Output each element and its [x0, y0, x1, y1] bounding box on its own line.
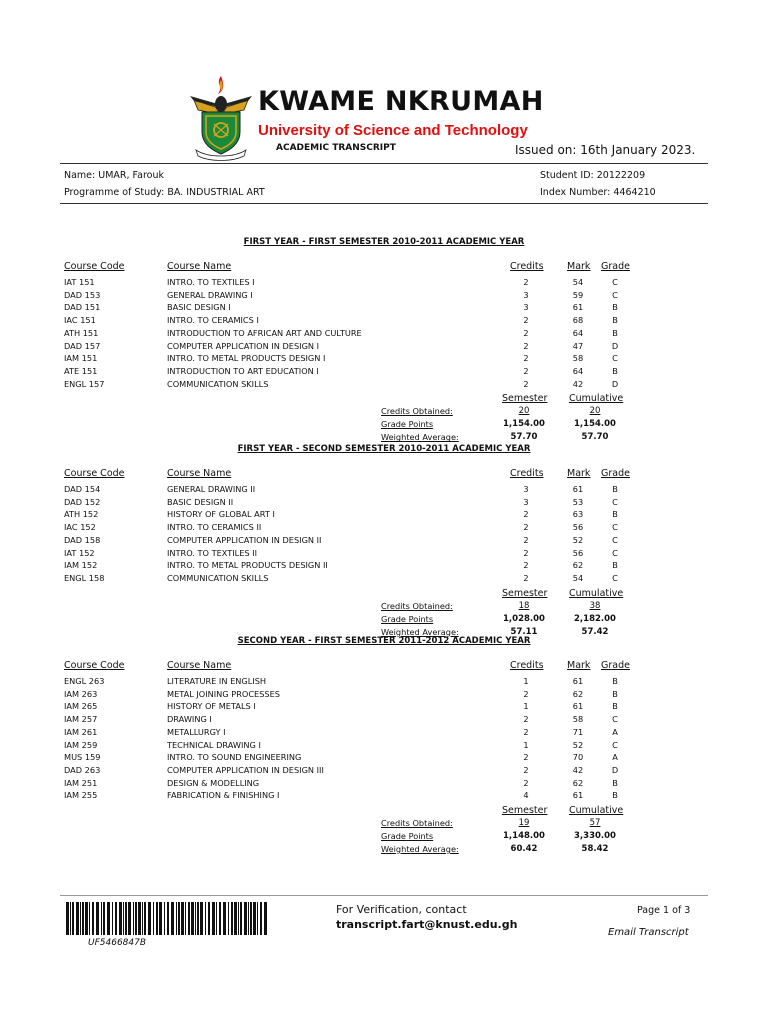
- course-mark: 54: [572, 277, 584, 287]
- course-grade: C: [612, 739, 618, 750]
- col-header-credits: Credits: [510, 261, 544, 272]
- course-grade: B: [612, 327, 618, 338]
- course-grade: D: [611, 378, 619, 389]
- semester-weighted-average: 57.11: [510, 626, 538, 637]
- course-row: [0, 765, 768, 778]
- course-row: [0, 315, 768, 328]
- course-name: INTRO. TO METAL PRODUCTS DESIGN I: [167, 353, 326, 364]
- semester-grade-points: 1,148.00: [503, 831, 545, 841]
- course-mark: 58: [572, 714, 584, 725]
- course-name: BASIC DESIGN II: [167, 496, 234, 507]
- course-row: [0, 727, 768, 740]
- course-mark: 61: [572, 790, 584, 801]
- course-code: DAD 151: [64, 302, 101, 313]
- col-header-mark: Mark: [567, 468, 591, 479]
- course-credits: 2: [523, 315, 529, 326]
- col-header-credits: Credits: [510, 660, 544, 671]
- course-code: ENGL 157: [64, 378, 105, 389]
- course-grade: C: [612, 289, 618, 300]
- course-name: METAL JOINING PROCESSES: [167, 688, 280, 699]
- header-divider: [60, 163, 708, 164]
- course-grade: B: [612, 701, 618, 712]
- course-grade: C: [612, 534, 618, 545]
- course-row: [0, 701, 768, 714]
- col-header-code: Course Code: [64, 468, 125, 479]
- course-credits: 1: [523, 701, 529, 712]
- index-number: Index Number: 4464210: [540, 187, 656, 198]
- course-code: DAD 154: [64, 484, 101, 494]
- weighted-average-label: Weighted Average:: [381, 844, 459, 854]
- course-credits: 2: [523, 327, 529, 338]
- course-credits: 2: [523, 726, 529, 737]
- summary-semester-header: Semester: [502, 805, 548, 816]
- course-code: DAD 152: [64, 496, 101, 507]
- course-grade: B: [612, 302, 618, 313]
- course-row: [0, 509, 768, 522]
- course-mark: 62: [572, 777, 584, 788]
- course-credits: 3: [523, 289, 529, 300]
- course-name: INTRO. TO CERAMICS II: [167, 522, 262, 533]
- course-row: [0, 341, 768, 354]
- course-mark: 63: [572, 509, 584, 520]
- course-code: IAT 152: [64, 547, 95, 558]
- course-row: [0, 778, 768, 791]
- summary-semester-header: Semester: [502, 587, 548, 599]
- page-number: Page 1 of 3: [637, 905, 691, 916]
- cumulative-credits: 57: [589, 818, 601, 828]
- course-name: GENERAL DRAWING II: [167, 484, 256, 494]
- course-code: DAD 153: [64, 289, 101, 300]
- course-row: [0, 535, 768, 548]
- course-name: HISTORY OF METALS I: [167, 701, 256, 712]
- course-code: IAM 265: [64, 701, 98, 712]
- email-transcript-label: Email Transcript: [608, 927, 689, 938]
- course-name: TECHNICAL DRAWING I: [167, 739, 261, 750]
- course-code: MUS 159: [64, 752, 101, 763]
- course-mark: 64: [572, 365, 584, 376]
- course-row: [0, 302, 768, 315]
- course-code: IAT 151: [64, 277, 95, 287]
- course-grade: C: [612, 277, 618, 287]
- course-name: INTRO. TO CERAMICS I: [167, 315, 259, 326]
- course-grade: B: [612, 790, 618, 801]
- course-name: COMPUTER APPLICATION IN DESIGN III: [167, 764, 324, 775]
- info-divider: [60, 203, 708, 204]
- course-mark: 61: [572, 484, 584, 494]
- course-mark: 71: [572, 726, 584, 737]
- course-credits: 1: [523, 676, 529, 686]
- course-mark: 56: [572, 522, 584, 533]
- course-mark: 58: [572, 353, 584, 364]
- course-mark: 62: [572, 688, 584, 699]
- course-grade: B: [612, 777, 618, 788]
- course-mark: 61: [572, 676, 584, 686]
- course-grade: C: [612, 496, 618, 507]
- semester-weighted-average: 57.70: [510, 432, 538, 443]
- weighted-average-label: Weighted Average:: [381, 626, 459, 637]
- course-credits: 2: [523, 547, 529, 558]
- course-code: IAM 152: [64, 560, 98, 571]
- course-grade: C: [612, 522, 618, 533]
- course-code: DAD 263: [64, 764, 101, 775]
- cumulative-weighted-average: 58.42: [581, 844, 609, 854]
- course-name: INTRO. TO TEXTILES I: [167, 277, 255, 287]
- course-row: [0, 689, 768, 702]
- cumulative-grade-points: 2,182.00: [574, 613, 616, 624]
- student-name: Name: UMAR, Farouk: [64, 170, 164, 181]
- course-credits: 2: [523, 534, 529, 545]
- course-credits: 3: [523, 302, 529, 313]
- course-mark: 53: [572, 496, 584, 507]
- course-grade: B: [612, 560, 618, 571]
- course-mark: 56: [572, 547, 584, 558]
- course-name: DRAWING I: [167, 714, 212, 725]
- semester-weighted-average: 60.42: [510, 844, 538, 854]
- course-grade: D: [611, 340, 619, 351]
- course-name: DESIGN & MODELLING: [167, 777, 260, 788]
- course-name: FABRICATION & FINISHING I: [167, 790, 280, 801]
- course-mark: 70: [572, 752, 584, 763]
- course-grade: C: [612, 572, 618, 583]
- course-row: [0, 366, 768, 379]
- course-row: [0, 560, 768, 573]
- course-name: METALLURGY I: [167, 726, 226, 737]
- document-title: ACADEMIC TRANSCRIPT: [276, 143, 396, 153]
- course-code: IAM 259: [64, 739, 98, 750]
- semester-grade-points: 1,154.00: [503, 419, 545, 430]
- col-header-grade: Grade: [601, 468, 630, 479]
- credits-obtained-label: Credits Obtained:: [381, 600, 453, 611]
- course-name: COMPUTER APPLICATION IN DESIGN II: [167, 534, 322, 545]
- summary-cumulative-header: Cumulative: [569, 393, 624, 405]
- verification-email[interactable]: transcript.fart@knust.edu.gh: [336, 918, 518, 931]
- grade-points-label: Grade Points: [381, 613, 434, 624]
- course-name: LITERATURE IN ENGLISH: [167, 676, 267, 686]
- course-grade: B: [612, 365, 618, 376]
- course-name: INTRO. TO METAL PRODUCTS DESIGN II: [167, 560, 328, 571]
- university-crest-logo: [188, 74, 254, 162]
- summary-cumulative-header: Cumulative: [569, 805, 624, 816]
- course-mark: 68: [572, 315, 584, 326]
- course-row: [0, 752, 768, 765]
- course-grade: B: [612, 315, 618, 326]
- course-mark: 59: [572, 289, 584, 300]
- programme-of-study: Programme of Study: BA. INDUSTRIAL ART: [64, 187, 265, 198]
- course-code: IAM 261: [64, 726, 98, 737]
- credits-obtained-label: Credits Obtained:: [381, 406, 453, 417]
- summary-cumulative-header: Cumulative: [569, 587, 624, 599]
- course-grade: C: [612, 547, 618, 558]
- course-credits: 2: [523, 572, 529, 583]
- course-credits: 2: [523, 764, 529, 775]
- course-grade: B: [612, 484, 618, 494]
- course-mark: 61: [572, 701, 584, 712]
- col-header-name: Course Name: [167, 261, 232, 272]
- cumulative-credits: 20: [589, 406, 601, 417]
- course-mark: 52: [572, 534, 584, 545]
- course-credits: 2: [523, 522, 529, 533]
- col-header-mark: Mark: [567, 660, 591, 671]
- course-credits: 4: [523, 790, 529, 801]
- course-row: [0, 328, 768, 341]
- course-name: GENERAL DRAWING I: [167, 289, 253, 300]
- semester-title: FIRST YEAR - SECOND SEMESTER 2010-2011 ACADEMIC YEAR: [237, 444, 531, 454]
- course-mark: 42: [572, 764, 584, 775]
- course-row: [0, 497, 768, 510]
- course-mark: 61: [572, 302, 584, 313]
- course-credits: 2: [523, 688, 529, 699]
- col-header-code: Course Code: [64, 660, 125, 671]
- course-credits: 2: [523, 277, 529, 287]
- course-credits: 2: [523, 340, 529, 351]
- semester-credits: 20: [518, 406, 530, 417]
- course-row: [0, 379, 768, 392]
- course-mark: 52: [572, 739, 584, 750]
- barcode: [66, 902, 271, 935]
- course-code: IAC 152: [64, 522, 96, 533]
- course-mark: 64: [572, 327, 584, 338]
- course-name: INTRO. TO SOUND ENGINEERING: [167, 752, 302, 763]
- course-credits: 2: [523, 378, 529, 389]
- semester-title: FIRST YEAR - FIRST SEMESTER 2010-2011 ACADEMIC YEAR: [243, 237, 525, 247]
- cumulative-grade-points: 1,154.00: [574, 419, 616, 430]
- semester-grade-points: 1,028.00: [503, 613, 545, 624]
- col-header-name: Course Name: [167, 468, 232, 479]
- course-name: INTRO. TO TEXTILES II: [167, 547, 258, 558]
- university-subtitle: University of Science and Technology: [258, 122, 528, 139]
- course-code: IAM 263: [64, 688, 98, 699]
- course-code: DAD 158: [64, 534, 101, 545]
- course-code: IAC 151: [64, 315, 96, 326]
- course-name: HISTORY OF GLOBAL ART I: [167, 509, 275, 520]
- course-credits: 2: [523, 714, 529, 725]
- course-code: ENGL 263: [64, 676, 105, 686]
- grade-points-label: Grade Points: [381, 831, 434, 841]
- university-name: KWAME NKRUMAH: [258, 86, 544, 117]
- course-row: [0, 714, 768, 727]
- col-header-mark: Mark: [567, 261, 591, 272]
- course-row: [0, 573, 768, 586]
- course-row: [0, 484, 768, 497]
- col-header-name: Course Name: [167, 660, 232, 671]
- course-grade: B: [612, 676, 618, 686]
- course-credits: 3: [523, 484, 529, 494]
- course-name: COMMUNICATION SKILLS: [167, 378, 269, 389]
- course-credits: 2: [523, 777, 529, 788]
- course-mark: 42: [572, 378, 584, 389]
- course-name: INTRODUCTION TO AFRICAN ART AND CULTURE: [167, 327, 362, 338]
- issued-date: Issued on: 16th January 2023.: [515, 143, 696, 157]
- course-grade: B: [612, 688, 618, 699]
- verification-label: For Verification, contact: [336, 903, 467, 916]
- col-header-grade: Grade: [601, 261, 630, 272]
- course-mark: 62: [572, 560, 584, 571]
- course-credits: 2: [523, 509, 529, 520]
- course-credits: 2: [523, 560, 529, 571]
- barcode-number: UF5466847B: [88, 938, 147, 948]
- course-grade: C: [612, 714, 618, 725]
- student-id: Student ID: 20122209: [540, 170, 646, 181]
- course-name: INTRODUCTION TO ART EDUCATION I: [167, 365, 319, 376]
- course-credits: 2: [523, 353, 529, 364]
- course-row: [0, 676, 768, 689]
- course-credits: 1: [523, 739, 529, 750]
- course-code: ATH 151: [64, 327, 99, 338]
- footer-divider: [60, 895, 708, 896]
- course-code: IAM 255: [64, 790, 98, 801]
- credits-obtained-label: Credits Obtained:: [381, 818, 453, 828]
- course-row: [0, 740, 768, 753]
- weighted-average-label: Weighted Average:: [381, 432, 459, 443]
- course-mark: 54: [572, 572, 584, 583]
- cumulative-grade-points: 3,330.00: [574, 831, 616, 841]
- course-code: ATE 151: [64, 365, 98, 376]
- course-row: [0, 548, 768, 561]
- course-grade: C: [612, 353, 618, 364]
- course-grade: A: [612, 752, 618, 763]
- course-row: [0, 522, 768, 535]
- grade-points-label: Grade Points: [381, 419, 434, 430]
- course-name: COMPUTER APPLICATION IN DESIGN I: [167, 340, 320, 351]
- col-header-credits: Credits: [510, 468, 544, 479]
- course-code: ATH 152: [64, 509, 99, 520]
- course-code: IAM 257: [64, 714, 98, 725]
- course-credits: 3: [523, 496, 529, 507]
- course-name: BASIC DESIGN I: [167, 302, 231, 313]
- cumulative-weighted-average: 57.42: [581, 626, 609, 637]
- course-mark: 47: [572, 340, 584, 351]
- summary-semester-header: Semester: [502, 393, 548, 405]
- course-row: [0, 353, 768, 366]
- semester-credits: 18: [518, 600, 530, 611]
- course-code: DAD 157: [64, 340, 101, 351]
- semester-credits: 19: [518, 818, 530, 828]
- cumulative-credits: 38: [589, 600, 601, 611]
- cumulative-weighted-average: 57.70: [581, 432, 609, 443]
- course-grade: A: [612, 726, 618, 737]
- course-grade: D: [611, 764, 619, 775]
- course-code: IAM 151: [64, 353, 98, 364]
- course-grade: B: [612, 509, 618, 520]
- course-row: [0, 277, 768, 290]
- course-name: COMMUNICATION SKILLS: [167, 572, 269, 583]
- col-header-grade: Grade: [601, 660, 630, 671]
- semester-title: SECOND YEAR - FIRST SEMESTER 2011-2012 ACADEMIC YEAR: [237, 636, 531, 646]
- course-row: [0, 290, 768, 303]
- course-code: IAM 251: [64, 777, 98, 788]
- col-header-code: Course Code: [64, 261, 125, 272]
- course-row: [0, 790, 768, 803]
- course-credits: 2: [523, 365, 529, 376]
- course-credits: 2: [523, 752, 529, 763]
- course-code: ENGL 158: [64, 572, 105, 583]
